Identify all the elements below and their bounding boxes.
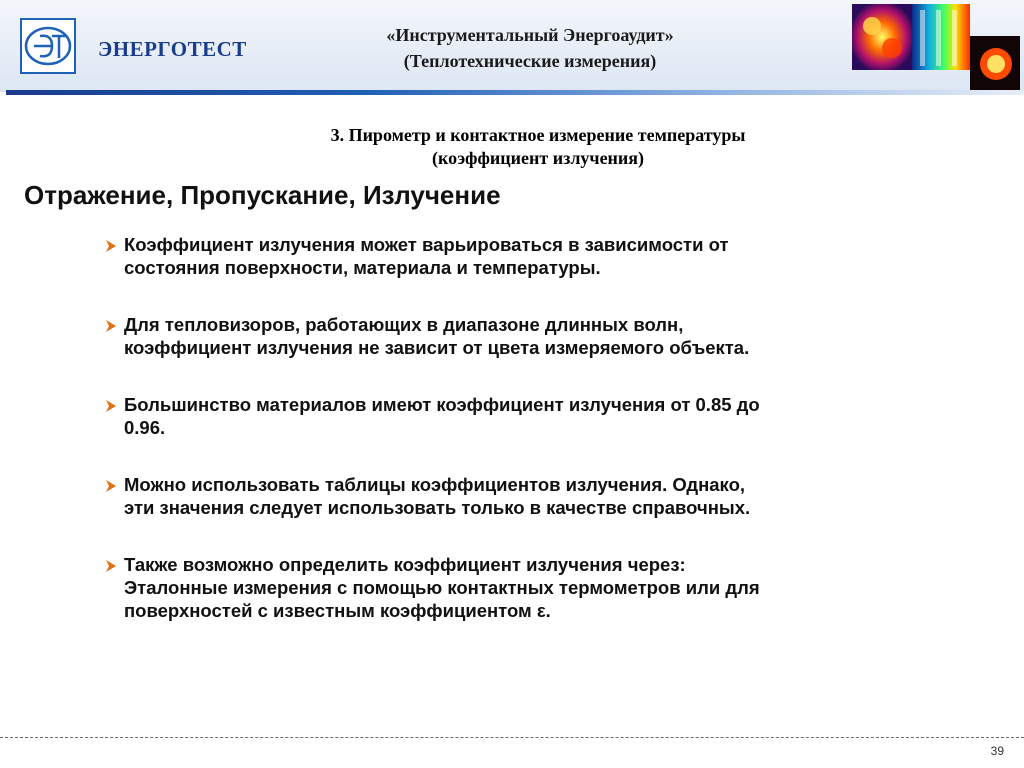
bullet-text-line: Также возможно определить коэффициент излучения через:: [124, 554, 686, 575]
thermogram-image: [912, 4, 970, 70]
bullet-arrow-icon: [104, 399, 118, 413]
energotest-logo-icon: [20, 18, 76, 74]
footer-divider: [0, 737, 1024, 738]
header-title-line2: (Теплотехнические измерения): [403, 51, 657, 71]
bullet-text-line: Можно использовать таблицы коэффициентов излучения. Однако,: [124, 474, 746, 495]
brand-name: ЭНЕРГОТЕСТ: [98, 37, 247, 61]
bullet-text-line: коэффициент излучения не зависит от цвета измеряемого объекта.: [124, 337, 750, 358]
bullet-text-line: 0.96.: [124, 417, 166, 438]
bullet-arrow-icon: [104, 239, 118, 253]
header-title-line1: «Инструментальный Энергоаудит»: [386, 25, 674, 45]
bullet-arrow-icon: [104, 319, 118, 333]
bullet-list: [104, 233, 924, 656]
bullet-arrow-icon: [104, 479, 118, 493]
page-number: 39: [990, 744, 1004, 758]
list-item: [104, 233, 924, 279]
bullet-text-line: Коэффициент излучения может варьироваться в зависимости от: [124, 234, 729, 255]
bullet-arrow-icon: [104, 559, 118, 573]
bullet-text-line: эти значения следует использовать только в качестве справочных.: [124, 497, 751, 518]
slide-title: Отражение, Пропускание, Излучение: [24, 180, 501, 210]
section-heading-line1: 3. Пирометр и контактное измерение температуры: [330, 125, 746, 145]
slide-header: [0, 0, 1024, 92]
header-title: [320, 22, 740, 74]
thermogram-image: [852, 4, 912, 70]
bullet-text-line: поверхностей с известным коэффициентом ε.: [124, 600, 551, 621]
section-heading: [260, 124, 816, 170]
bullet-text-line: Большинство материалов имеют коэффициент излучения от 0.85 до: [124, 394, 760, 415]
list-item: [104, 553, 924, 622]
bullet-text-line: состояния поверхности, материала и температуры.: [124, 257, 601, 278]
bullet-text-line: Эталонные измерения с помощью контактных термометров или для: [124, 577, 760, 598]
section-heading-line2: (коэффициент излучения): [431, 148, 645, 168]
header-divider: [6, 90, 1024, 95]
bullet-text-line: Для тепловизоров, работающих в диапазоне длинных волн,: [124, 314, 684, 335]
list-item: [104, 473, 924, 519]
list-item: [104, 393, 924, 439]
thermogram-image: [970, 36, 1020, 90]
list-item: [104, 313, 924, 359]
